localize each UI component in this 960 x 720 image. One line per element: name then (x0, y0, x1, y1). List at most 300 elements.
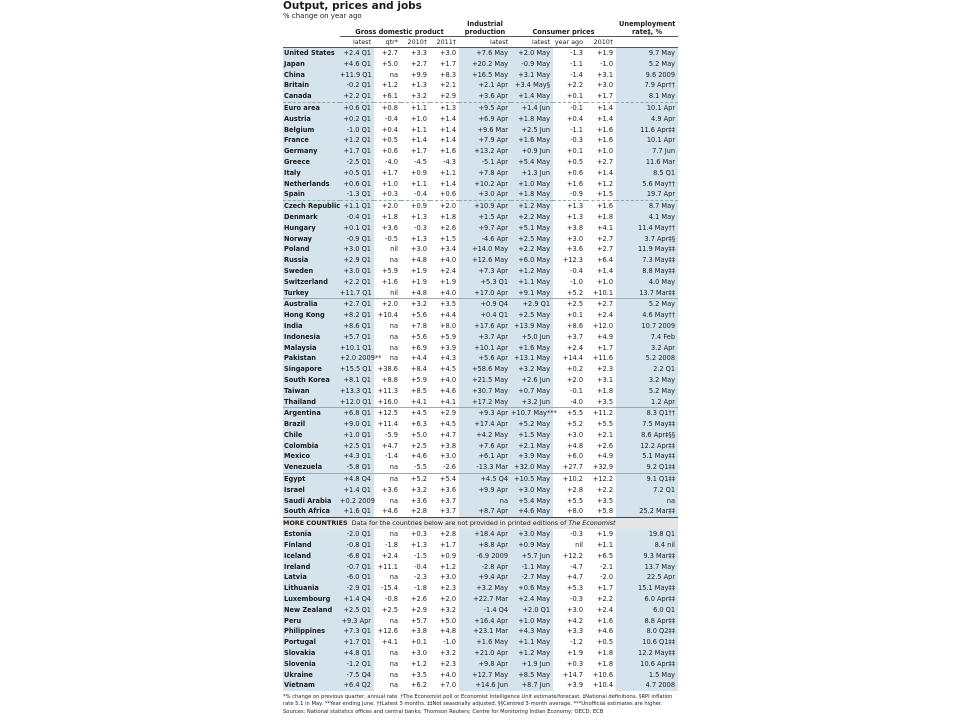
country-name: Estonia (283, 529, 340, 540)
table-row (283, 255, 678, 266)
data-cell: +1.2 (381, 81, 398, 90)
data-cell: -0.9 (570, 190, 584, 199)
data-cell: +1.0 Q1 (340, 430, 374, 441)
data-cell: +1.6 (597, 616, 614, 625)
data-cell: -6.0 Q1 (340, 572, 374, 583)
data-cell: +4.7 (567, 573, 584, 582)
data-cell: +4.8 (440, 627, 457, 636)
data-cell: na (389, 321, 398, 330)
data-cell: +6.2 (410, 681, 427, 690)
data-cell: -0.1 (570, 386, 584, 395)
data-cell: +12.2 (586, 474, 616, 485)
data-cell: +4.3 May (511, 626, 553, 637)
data-cell: +1.3 (410, 81, 427, 90)
data-cell: +0.6 Q1 (340, 102, 374, 113)
country-name: India (283, 321, 340, 332)
data-cell: +0.2 Q1 (340, 114, 374, 125)
data-cell: +17.2 May (459, 397, 511, 408)
data-cell: +5.2 May (511, 419, 553, 430)
table-row (283, 189, 678, 200)
data-cell: +3.2 (410, 485, 427, 494)
data-cell: +1.7 (597, 343, 614, 352)
data-cell: +0.9 (410, 168, 427, 177)
data-cell: -4.6 Apr (459, 234, 511, 245)
data-cell: +2.6 (410, 595, 427, 604)
country-name: Vietnam (283, 680, 340, 691)
data-cell: na (459, 496, 511, 507)
data-cell: na (374, 474, 401, 485)
data-cell: -5.1 Apr (459, 157, 511, 168)
data-cell: +5.9 (410, 375, 427, 384)
country-name: Belgium (283, 125, 340, 136)
country-name: Israel (283, 485, 340, 496)
data-cell: +0.2 2009 (340, 496, 375, 505)
data-cell: +11.3 (377, 386, 398, 395)
data-cell: +9.3 Apr (459, 408, 511, 419)
country-name: Russia (283, 255, 340, 266)
data-cell: 10.1 Apr (616, 135, 678, 146)
data-cell: na (389, 670, 398, 679)
data-cell: +6.4 (597, 256, 614, 265)
data-cell: +10.4 (592, 681, 614, 690)
data-cell: +0.3 (567, 659, 584, 668)
data-cell: +0.6 (567, 168, 584, 177)
data-cell: +9.7 Apr (459, 223, 511, 234)
data-cell: +1.4 May (511, 91, 553, 102)
data-cell: +1.1 (410, 125, 427, 134)
data-cell: -0.1 (553, 102, 586, 113)
data-cell: +10.1 (592, 288, 614, 297)
country-name: Italy (283, 168, 340, 179)
data-cell: 2.2 Q1 (616, 364, 678, 375)
data-cell: +1.2 (597, 179, 614, 188)
data-cell: +2.5 May (511, 234, 553, 245)
data-cell: +4.6 (381, 507, 398, 516)
data-cell: 11.6 Mar (616, 157, 678, 168)
country-name: Turkey (283, 288, 340, 299)
data-cell: +1.5 Apr (459, 212, 511, 223)
data-cell: +0.5 Q1 (340, 168, 374, 179)
data-cell: +4.7 (381, 441, 398, 450)
data-cell: +2.4 (567, 343, 584, 352)
data-cell: +1.6 (440, 147, 457, 156)
table-row (283, 616, 678, 627)
data-cell: +1.8 (597, 212, 614, 221)
data-cell: nil (575, 541, 584, 550)
data-cell: +38.6 (377, 365, 398, 374)
table-row (283, 48, 678, 59)
country-col-header (283, 37, 340, 48)
data-cell: -0.3 (414, 223, 427, 232)
table-row (283, 157, 678, 168)
table-row (283, 659, 678, 670)
data-cell: 11.4 May†† (616, 223, 678, 234)
data-cell: -2.0 (600, 573, 614, 582)
column-header: 2010† (401, 37, 430, 48)
footnote-line: *% change on previous quarter, annual rate. †The Economist poll or Economist Intelligence Unit estimate/forecast. ‡National definitions. §RPI inflation (283, 694, 673, 701)
data-cell: +0.2 (567, 365, 584, 374)
data-cell: +9.0 Q1 (340, 419, 374, 430)
table-row (283, 201, 678, 212)
column-header: year ago (553, 37, 586, 48)
data-cell: +1.1 (410, 179, 427, 188)
table-row (283, 299, 678, 310)
country-name: Taiwan (283, 386, 340, 397)
data-cell: -7.5 Q4 (340, 670, 374, 681)
data-cell: -1.1 (570, 59, 584, 68)
data-cell: 1.2 Apr (616, 397, 678, 408)
country-name: Germany (283, 146, 340, 157)
data-cell: +10.2 (553, 474, 586, 485)
unemp-group-header-text: Unemployment rate‡, % (619, 20, 676, 36)
data-cell: -4.0 (570, 397, 584, 406)
data-cell: +1.2 Q1 (340, 135, 374, 146)
data-cell: +1.1 Q1 (340, 201, 374, 212)
data-cell: +1.5 (440, 234, 457, 243)
data-cell: +6.1 (381, 92, 398, 101)
data-cell: +1.4 (440, 136, 457, 145)
data-cell: +5.6 (410, 311, 427, 320)
data-cell: 4.9 Apr (616, 114, 678, 125)
country-name: Euro area (283, 102, 340, 113)
data-cell: +0.6 May (511, 583, 553, 594)
data-cell: +3.8 (410, 627, 427, 636)
data-cell: +2.2 (567, 81, 584, 90)
data-cell: +14.4 (562, 354, 584, 363)
country-name: Denmark (283, 212, 340, 223)
data-cell: +3.5 (597, 496, 614, 505)
data-cell: +3.7 (440, 496, 457, 505)
data-cell: +2.9 Q1 (511, 299, 553, 310)
gdp-group-header: Gross domestic product (340, 21, 459, 37)
data-cell: 10.7 2009 (616, 321, 678, 332)
data-cell: -1.5 (414, 551, 427, 560)
data-cell: +4.5 (440, 420, 457, 429)
data-cell: -0.3 (570, 595, 584, 604)
data-cell: +4.2 (567, 616, 584, 625)
data-cell: 11.9 May‡‡ (616, 244, 678, 255)
data-cell: +7.6 May (459, 48, 511, 59)
data-cell: +12.2 (562, 551, 584, 560)
data-cell: +13.1 May (511, 353, 553, 364)
data-cell: +3.0 (567, 430, 584, 439)
data-cell: +3.4 (440, 245, 457, 254)
data-cell: +0.6 (381, 147, 398, 156)
table-row (283, 135, 678, 146)
data-cell: -2.7 May (511, 572, 553, 583)
data-cell: +0.9 May (511, 540, 553, 551)
data-cell: +2.0 (430, 201, 459, 212)
data-cell: +5.4 May (511, 496, 553, 507)
data-cell: na (389, 530, 398, 539)
country-name: Switzerland (283, 277, 340, 288)
data-cell: +2.7 Q1 (340, 299, 374, 310)
country-name: Mexico (283, 451, 340, 462)
data-cell: +1.4 (586, 102, 616, 113)
data-cell: +1.4 Jun (511, 102, 553, 113)
table-row (283, 146, 678, 157)
data-cell: +3.2 Jun (511, 397, 553, 408)
data-cell: +1.6 May (511, 135, 553, 146)
data-cell: +4.0 (440, 375, 457, 384)
data-cell: +2.3 (597, 365, 614, 374)
data-cell: +1.9 (410, 277, 427, 286)
data-cell: 25.2 Mar‡‡ (616, 506, 678, 517)
country-name: France (283, 135, 340, 146)
data-cell: +1.9 (410, 266, 427, 275)
data-cell: +3.6 (567, 245, 584, 254)
page-subtitle: % change on year ago (283, 12, 362, 20)
data-cell: 15.1 May‡‡ (616, 583, 678, 594)
data-cell: na (389, 354, 398, 363)
country-name: Latvia (283, 572, 340, 583)
data-cell: +1.7 Q1 (340, 637, 374, 648)
country-name: Greece (283, 157, 340, 168)
table-row (283, 386, 678, 397)
data-cell: +30.7 May (459, 386, 511, 397)
data-cell: -1.3 (570, 49, 584, 57)
data-cell: -1.2 (570, 638, 584, 647)
country-name: Netherlands (283, 179, 340, 190)
column-header: latest (511, 37, 553, 48)
data-cell: 9.2 Q1‡‡ (616, 462, 678, 473)
country-name: Argentina (283, 408, 340, 419)
table-row (283, 375, 678, 386)
data-cell: 7.5 May‡‡ (616, 419, 678, 430)
data-cell: +1.8 (381, 212, 398, 221)
data-cell: nil (390, 288, 398, 297)
data-cell: +7.3 Q1 (340, 626, 374, 637)
data-cell: +3.6 (381, 223, 398, 232)
data-cell: +1.0 (597, 277, 614, 286)
data-cell: +17.6 Apr (459, 321, 511, 332)
data-cell: +2.1 (440, 81, 457, 90)
data-cell: +0.9 (440, 551, 457, 560)
country-name: China (283, 70, 340, 81)
data-cell: +10.2 Apr (459, 179, 511, 190)
data-cell: +1.7 (440, 59, 457, 68)
data-cell: +4.1 (440, 397, 457, 406)
data-cell: +3.4 May§ (511, 80, 553, 91)
table-row (283, 529, 678, 540)
data-cell: +0.1 (410, 638, 427, 647)
data-cell: +3.3 (567, 627, 584, 636)
data-cell: -0.4 (414, 190, 427, 199)
data-cell: +4.8 (410, 256, 427, 265)
data-cell: +3.0 (440, 49, 457, 57)
data-cell: na (389, 573, 398, 582)
data-cell: +3.0 (597, 81, 614, 90)
country-name: Hong Kong (283, 310, 340, 321)
data-cell: 10.6 Q1‡‡ (616, 637, 678, 648)
data-cell: +3.0 Q1 (340, 266, 374, 277)
data-cell: +1.1 (401, 102, 430, 113)
table-row (283, 451, 678, 462)
data-cell: +2.2 May (511, 212, 553, 223)
data-cell: +6.9 (410, 343, 427, 352)
data-cell: +11.6 (592, 354, 614, 363)
country-name: Thailand (283, 397, 340, 408)
data-cell: +12.6 (377, 627, 398, 636)
data-cell: +2.6 Jun (511, 375, 553, 386)
country-name: Australia (283, 299, 340, 310)
data-cell: +8.7 Jun (511, 680, 553, 691)
data-cell: +9.5 Apr (459, 102, 511, 113)
data-cell: -5.8 Q1 (340, 462, 374, 473)
table-row (283, 223, 678, 234)
data-cell: +6.1 Apr (459, 451, 511, 462)
column-header: qtr* (374, 37, 401, 48)
data-cell: +17.4 Apr (459, 419, 511, 430)
data-cell: +23.1 Mar (459, 626, 511, 637)
data-cell: -1.1 (570, 125, 584, 134)
data-cell: +3.0 May (511, 485, 553, 496)
data-cell: +0.6 (440, 190, 457, 199)
data-cell: +8.5 May (511, 670, 553, 681)
data-cell: -15.4 (380, 584, 398, 593)
data-cell: +2.0 (440, 595, 457, 604)
data-cell: +0.4 (567, 114, 584, 123)
data-cell: +5.1 May (511, 223, 553, 234)
table-row (283, 125, 678, 136)
data-cell: +2.2 Q1 (340, 277, 374, 288)
column-header: 2011† (430, 37, 459, 48)
data-cell: -1.8 (414, 584, 427, 593)
data-cell: +1.6 Q1 (340, 506, 374, 517)
data-cell: +3.9 (567, 681, 584, 690)
country-name: Philippines (283, 626, 340, 637)
table-row (283, 179, 678, 190)
data-cell: -5.9 (385, 430, 398, 439)
data-cell: +2.4 (597, 311, 614, 320)
data-cell: +4.0 (440, 670, 457, 679)
data-cell: +8.1 Q1 (340, 375, 374, 386)
table-row (283, 288, 678, 299)
data-cell: 3.2 May (616, 375, 678, 386)
data-cell: +4.1 (597, 223, 614, 232)
data-cell: +1.4 (597, 114, 614, 123)
data-cell: +1.6 May (459, 637, 511, 648)
country-name: Singapore (283, 364, 340, 375)
data-cell: +4.6 (597, 627, 614, 636)
data-cell: na (389, 70, 398, 79)
data-cell: 13.7 May (616, 562, 678, 573)
data-cell: +8.0 (567, 507, 584, 516)
data-cell: +1.3 (567, 212, 584, 221)
data-cell: +2.8 (410, 507, 427, 516)
table-row (283, 430, 678, 441)
data-cell: +2.2 May (511, 244, 553, 255)
data-cell: 5.1 May‡‡ (616, 451, 678, 462)
data-cell: +2.5 (410, 441, 427, 450)
data-cell: 7.9 Apr†† (616, 80, 678, 91)
data-cell: +2.1 May (511, 441, 553, 452)
table-row (283, 648, 678, 659)
data-cell: na (389, 343, 398, 352)
data-cell: +0.3 (410, 530, 427, 539)
data-cell: +1.8 (597, 386, 614, 395)
country-name: Saudi Arabia (283, 496, 340, 507)
data-cell: +2.8 (440, 530, 457, 539)
data-cell: 4.7 2008 (616, 680, 678, 691)
data-cell: 22.5 Apr (616, 572, 678, 583)
data-cell: +5.4 (430, 474, 459, 485)
data-cell: +8.4 (410, 365, 427, 374)
data-cell: +5.7 (410, 616, 427, 625)
data-cell: +11.9 Q1 (340, 70, 374, 81)
data-cell: +0.7 May (511, 386, 553, 397)
data-cell: -0.2 Q1 (340, 80, 374, 91)
data-cell: +3.6 Apr (459, 91, 511, 102)
data-cell: +1.1 May (511, 277, 553, 288)
data-cell: +16.0 (377, 397, 398, 406)
country-name: Britain (283, 80, 340, 91)
data-cell: +7.6 Apr (459, 441, 511, 452)
data-cell: +7.8 (410, 321, 427, 330)
data-cell: +3.0 (410, 245, 427, 254)
data-cell: 9.6 2009 (616, 70, 678, 81)
data-cell: +3.2 May (459, 583, 511, 594)
data-cell: +4.5 (401, 408, 430, 419)
data-cell: +12.6 May (459, 255, 511, 266)
data-cell: +5.9 (381, 266, 398, 275)
data-cell: +3.0 (567, 605, 584, 614)
data-cell: +2.5 Jun (511, 125, 553, 136)
data-cell: 7.3 May‡‡ (616, 255, 678, 266)
data-cell: +2.9 Q1 (340, 255, 374, 266)
data-cell: +1.1 May (511, 637, 553, 648)
data-cell: +6.3 (410, 420, 427, 429)
data-cell: +3.3 (410, 49, 427, 57)
data-cell: +1.3 (410, 541, 427, 550)
country-name: Portugal (283, 637, 340, 648)
data-cell: +1.1 (440, 168, 457, 177)
data-cell: +4.0 (440, 288, 457, 297)
data-cell: nil (390, 245, 398, 254)
publication-name: The Economist (568, 519, 616, 528)
data-cell: -0.8 (385, 595, 398, 604)
data-cell: +1.9 (597, 530, 614, 539)
data-cell: +1.9 (567, 649, 584, 658)
country-name: Peru (283, 616, 340, 627)
country-name: Brazil (283, 419, 340, 430)
country-name: South Korea (283, 375, 340, 386)
data-cell: +5.7 Jun (511, 551, 553, 562)
data-cell: -0.5 (385, 234, 398, 243)
data-cell: +1.9 (440, 277, 457, 286)
data-cell: +0.5 (567, 157, 584, 166)
table-row (283, 637, 678, 648)
country-name: Sweden (283, 266, 340, 277)
country-name: Pakistan (283, 353, 340, 364)
data-table-page (283, 0, 678, 720)
data-cell: -0.3 (570, 530, 584, 539)
data-cell: +1.3 (430, 102, 459, 113)
data-cell: +3.2 (401, 299, 430, 310)
data-cell: +2.7 (381, 49, 398, 57)
data-cell: +1.4 (597, 168, 614, 177)
data-cell: na (389, 463, 398, 472)
data-cell: +2.6 (440, 223, 457, 232)
data-cell: +4.6 (440, 386, 457, 395)
data-cell: +5.7 Q1 (340, 332, 374, 343)
data-cell: +1.4 (440, 179, 457, 188)
data-cell: 5.2 May (616, 386, 678, 397)
data-cell: +2.0 May (511, 48, 553, 59)
country-name: Austria (283, 114, 340, 125)
data-cell: +20.2 May (459, 59, 511, 70)
data-cell: +1.4 (410, 136, 427, 145)
